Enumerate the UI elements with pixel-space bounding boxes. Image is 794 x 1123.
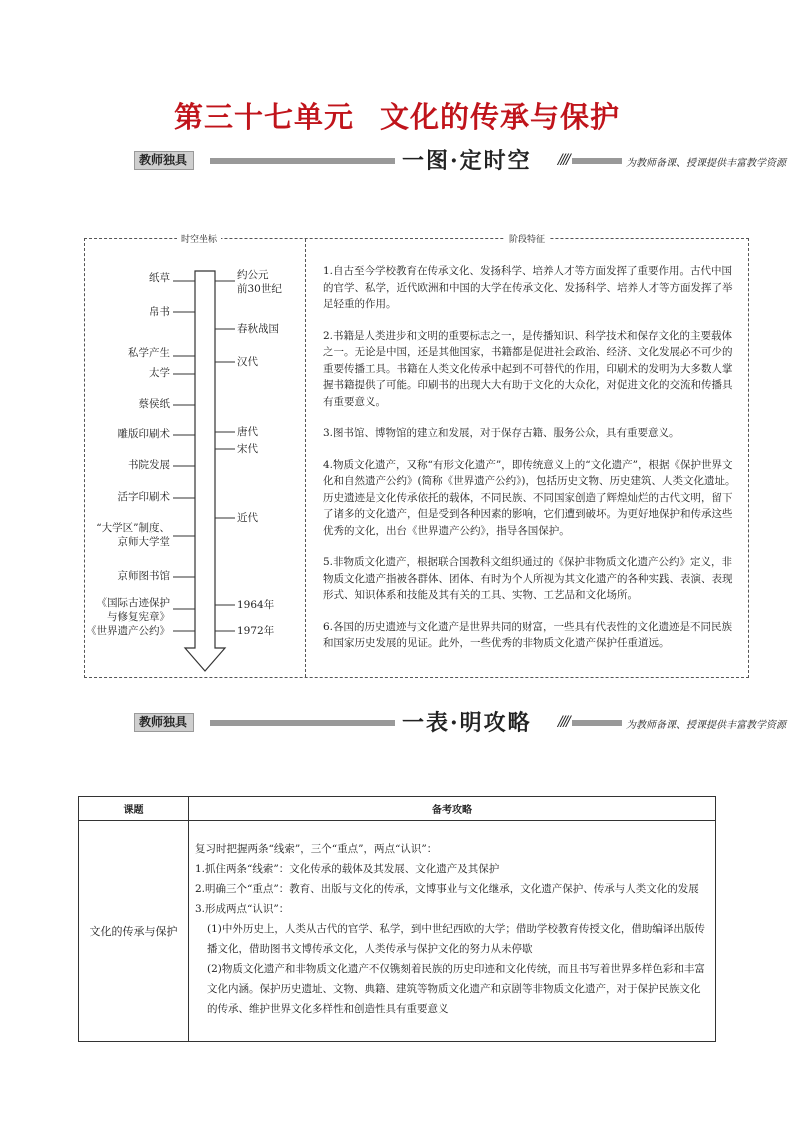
column-divider: [305, 239, 306, 677]
header-features: 阶段特征: [505, 232, 549, 245]
timeline-date: 近代: [237, 512, 258, 524]
timeline-date: 约公元: [237, 269, 269, 281]
teacher-tag: 教师独具: [134, 713, 194, 732]
unit-topic: 文化的传承与保护: [380, 100, 621, 134]
banner-note: 为教师备课、授课提供丰富教学资源: [626, 158, 786, 169]
feature-paragraph: 4.物质文化遗产，又称“有形文化遗产”，即传统意义上的“文化遗产”，根据《保护世界文化和自然遗产公约》(简称《世界遗产公约》)，包括历史文物、历史建筑、人类文化遗址。历史遗迹是文化传承依托的载体，不同民族、不同国家创造了辉煌灿烂的古代文明，留下了诸多的文化遗产，但是受到各种因素的影响，它们遭到破坏。为更好地保护和传承这些优秀的文化，出台《世界遗产公约》，指导各国保护。: [323, 458, 736, 537]
timeline-date: 1972年: [237, 625, 275, 637]
timeline-item: 书院发展: [128, 459, 170, 471]
banner-note: 为教师备课、授课提供丰富教学资源: [626, 720, 786, 731]
teacher-tag: 教师独具: [134, 151, 194, 170]
header-coordinates: 时空坐标: [177, 232, 221, 245]
col-header-topic: 课题: [79, 797, 189, 821]
timeline-item: 与修复宪章》: [107, 611, 170, 623]
timeline-item: 蔡侯纸: [138, 398, 170, 410]
timeline-item: 京师大学堂: [117, 536, 170, 548]
strategy-line: 3.形成两点“认识”：: [195, 903, 290, 915]
timeline-item: 京师图书馆: [117, 570, 170, 582]
banner-heading: 一图·定时空: [402, 148, 532, 174]
feature-paragraph: 2.书籍是人类进步和文明的重要标志之一，是传播知识、科学技术和保存文化的主要载体之一。无论是中国，还是其他国家，书籍都是促进社会政治、经济、文化发展必不可少的重要传播工具。书籍在人类文化传承中起到不可替代的作用，印刷术的发明为大多数人掌握书籍提供了可能。印刷书的出现大大有助于文化的大众化，对促进文化的交流和传播具有重要意义。: [323, 329, 733, 408]
timeline-item: 私学产生: [128, 347, 170, 359]
strategy-line: 复习时把握两条“线索”，三个“重点”，两点“认识”：: [195, 843, 438, 855]
banner-rule-right: [572, 720, 622, 726]
timeline-item: “大学区”制度、: [96, 522, 170, 534]
timeline-item: 《国际古迹保护: [96, 597, 170, 609]
feature-paragraph: 5.非物质文化遗产，根据联合国教科文组织通过的《保护非物质文化遗产公约》定义，非物质文化遗产指被各群体、团体、有时为个人所视为其文化遗产的各种实践、表演、表现形式、知识体系和技能及其有关的工具、实物、工艺品和文化场所。: [323, 556, 733, 601]
strategy-line: (2)物质文化遗产和非物质文化遗产不仅镌刻着民族的历史印迹和文化传统，而且书写着世界多样色彩和丰富文化内涵。保护历史遗址、文物、典籍、建筑等物质文化遗产和京剧等非物质文化遗产，对于保护民族文化的传承、维护世界文化多样性和创造性具有重要意义: [207, 963, 705, 1015]
feature-paragraph: 3.图书馆、博物馆的建立和发展，对于保存古籍、服务公众，具有重要意义。: [323, 427, 680, 439]
feature-paragraph: 1.自古至今学校教育在传承文化、发扬科学、培养人才等方面发挥了重要作用。古代中国的官学、私学，近代欧洲和中国的大学在传承文化、发扬科学、培养人才等方面发挥了举足轻重的作用。: [323, 265, 733, 310]
strategy-table: [78, 796, 716, 1042]
feature-paragraph: 6.各国的历史遗迹与文化遗产是世界共同的财富，一些具有代表性的文化遗迹是不同民族和国家历史发展的见证。此外，一些优秀的非物质文化遗产保护任重道远。: [323, 620, 733, 649]
timeline-date: 唐代: [237, 426, 258, 438]
timeline-date: 汉代: [237, 356, 258, 368]
banner-slashes: ////: [558, 714, 569, 730]
timeline-item: 雕版印刷术: [117, 428, 170, 440]
page-title: [0, 95, 794, 136]
timeline-item: 帛书: [149, 306, 170, 318]
banner-strategy: [134, 710, 786, 736]
banner-rule-right: [572, 158, 622, 164]
timeline-date: 前30世纪: [237, 283, 282, 295]
strategy-line: 1.抓住两条“线索”：文化传承的载体及其发展、文化遗产及其保护: [195, 863, 500, 875]
topic-cell: 文化的传承与保护: [79, 821, 189, 1042]
strategy-line: (1)中外历史上，人类从古代的官学、私学，到中世纪西欧的大学；借助学校教育传授文化，借助编译出版传播文化，借助图书文博传承文化，人类传承与保护文化的努力从未停歇: [207, 923, 705, 955]
banner-timeline: [134, 148, 786, 174]
timeline-date: 宋代: [237, 443, 258, 455]
table-row: [79, 821, 716, 1042]
banner-rule-left: [210, 158, 395, 164]
timeline-box: [84, 235, 749, 678]
strategy-cell: [189, 821, 716, 1042]
banner-rule-left: [210, 720, 395, 726]
banner-slashes: ////: [558, 152, 569, 168]
timeline-item: 纸草: [149, 272, 170, 284]
unit-label: 第三十七单元: [173, 100, 354, 134]
timeline-item: 活字印刷术: [117, 491, 170, 503]
banner-heading: 一表·明攻略: [402, 710, 532, 736]
stage-features: [323, 263, 736, 667]
col-header-strategy: 备考攻略: [189, 797, 716, 821]
timeline-date: 1964年: [237, 599, 275, 611]
table-header-row: [79, 797, 716, 821]
timeline-date: 春秋战国: [237, 323, 279, 335]
timeline-item: 太学: [149, 367, 170, 379]
strategy-line: 2.明确三个“重点”：教育、出版与文化的传承，文博事业与文化继承，文化遗产保护、传承与人类文化的发展: [195, 883, 699, 895]
timeline-item: 《世界遗产公约》: [86, 625, 170, 637]
